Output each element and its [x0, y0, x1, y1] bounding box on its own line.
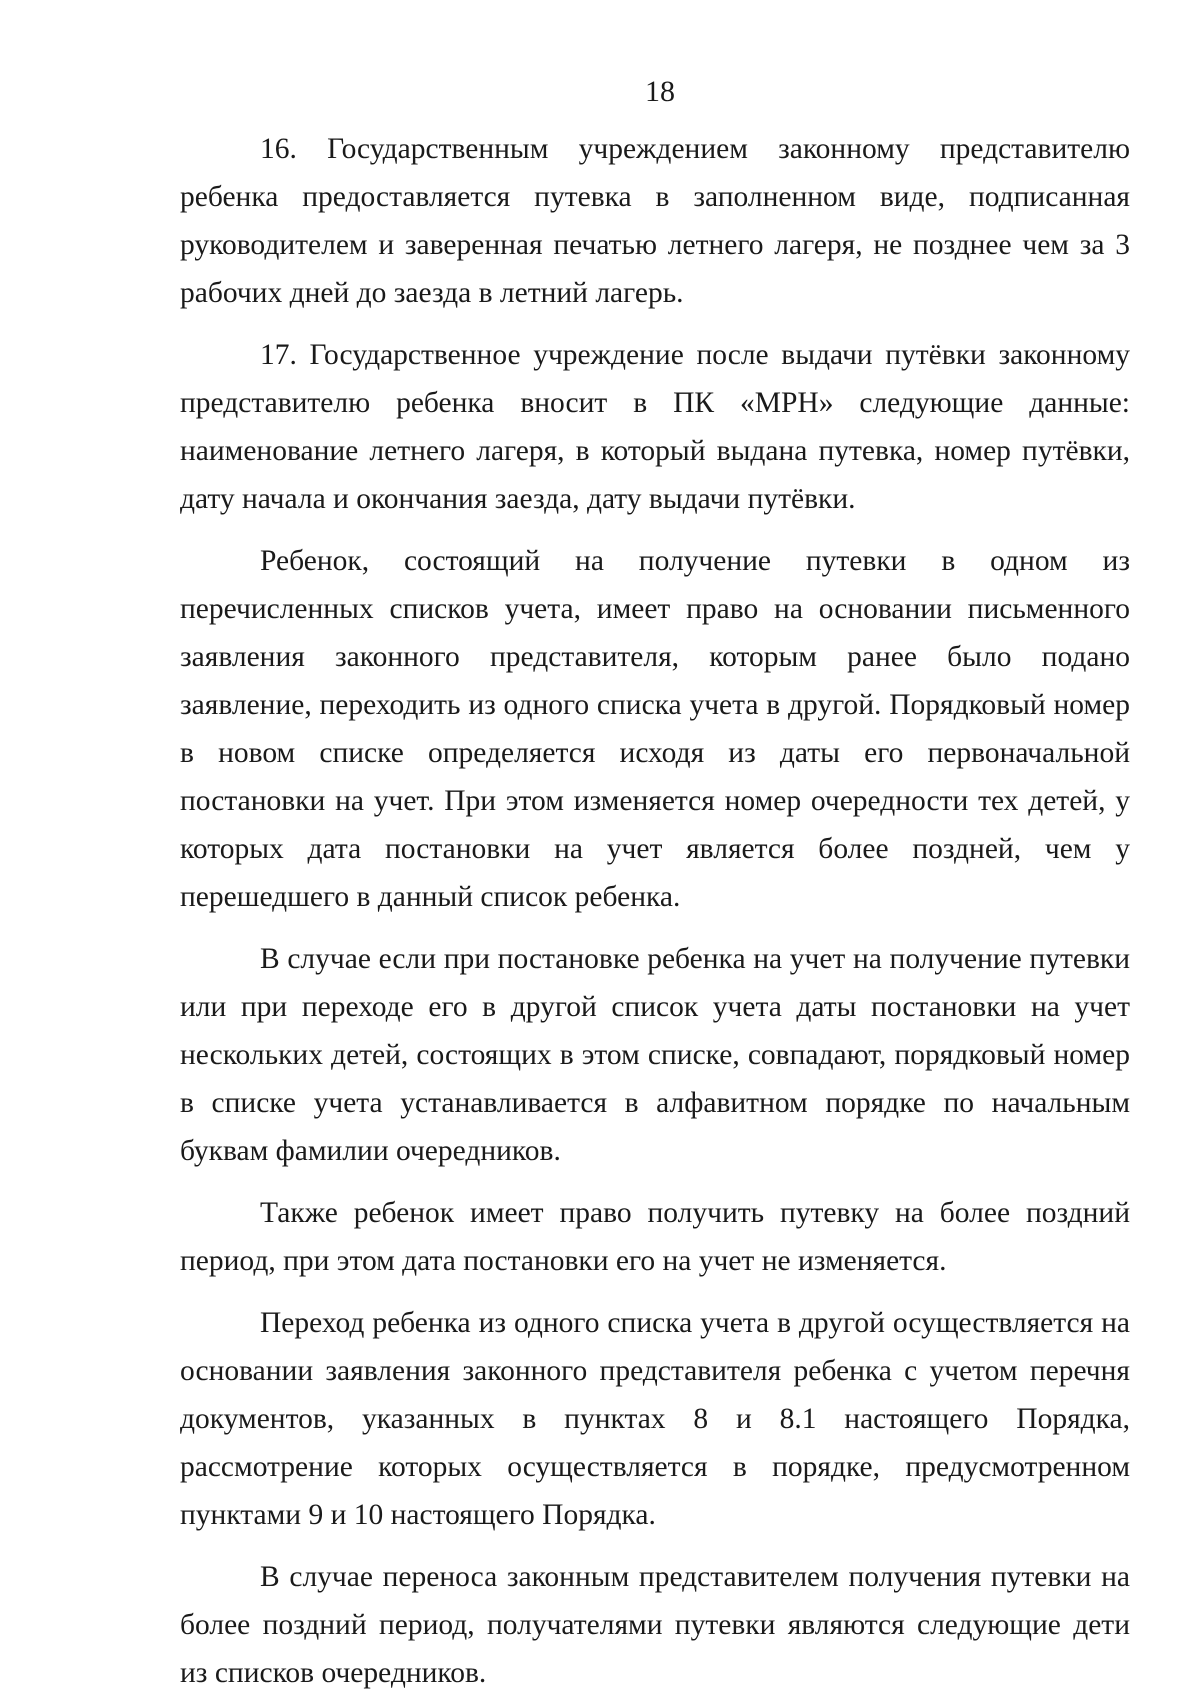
- paragraph-16: 16. Государственным учреждением законному представителю ребенка предоставляется путевка в заполненном виде, подписанная руководителем и заверенная печатью летнего лагеря, не позднее чем за 3 рабочих дней до заезда в летний лагерь.: [180, 133, 1130, 309]
- paragraph-postponement: В случае переноса законным представителем получения путевки на более поздний период, получателями путевки являются следующие дети из списков очередников.: [180, 1561, 1130, 1689]
- paragraph-17: 17. Государственное учреждение после выдачи путёвки законному представителю ребенка вносит в ПК «МРН» следующие данные: наименование летнего лагеря, в который выдана путевка, номер путёвки, дату начала и окончания заезда, дату выдачи путёвки.: [180, 339, 1130, 515]
- paragraph-list-transfer: Ребенок, состоящий на получение путевки в одном из перечисленных списков учета, имеет право на основании письменного заявления законного представителя, которым ранее было подано заявление, переходить из одного списка учета в другой. Порядковый номер в новом списке определяется исходя из даты его первоначальной постановки на учет. При этом изменяется номер очередности тех детей, у которых дата постановки на учет является более поздней, чем у перешедшего в данный список ребенка.: [180, 545, 1130, 913]
- paragraph-later-period: Также ребенок имеет право получить путевку на более поздний период, при этом дата постановки его на учет не изменяется.: [180, 1197, 1130, 1277]
- paragraph-transfer-basis: Переход ребенка из одного списка учета в другой осуществляется на основании заявления законного представителя ребенка с учетом перечня документов, указанных в пунктах 8 и 8.1 настоящего Порядка, рассмотрение которых осуществляется в порядке, предусмотренном пунктами 9 и 10 настоящего Порядка.: [180, 1307, 1130, 1531]
- document-body: [180, 125, 1130, 1697]
- page-number: 18: [645, 75, 675, 108]
- paragraph-alphabetical-order: В случае если при постановке ребенка на учет на получение путевки или при переходе его в другой список учета даты постановки на учет нескольких детей, состоящих в этом списке, совпадают, порядковый номер в списке учета устанавливается в алфавитном порядке по начальным буквам фамилии очередников.: [180, 943, 1130, 1167]
